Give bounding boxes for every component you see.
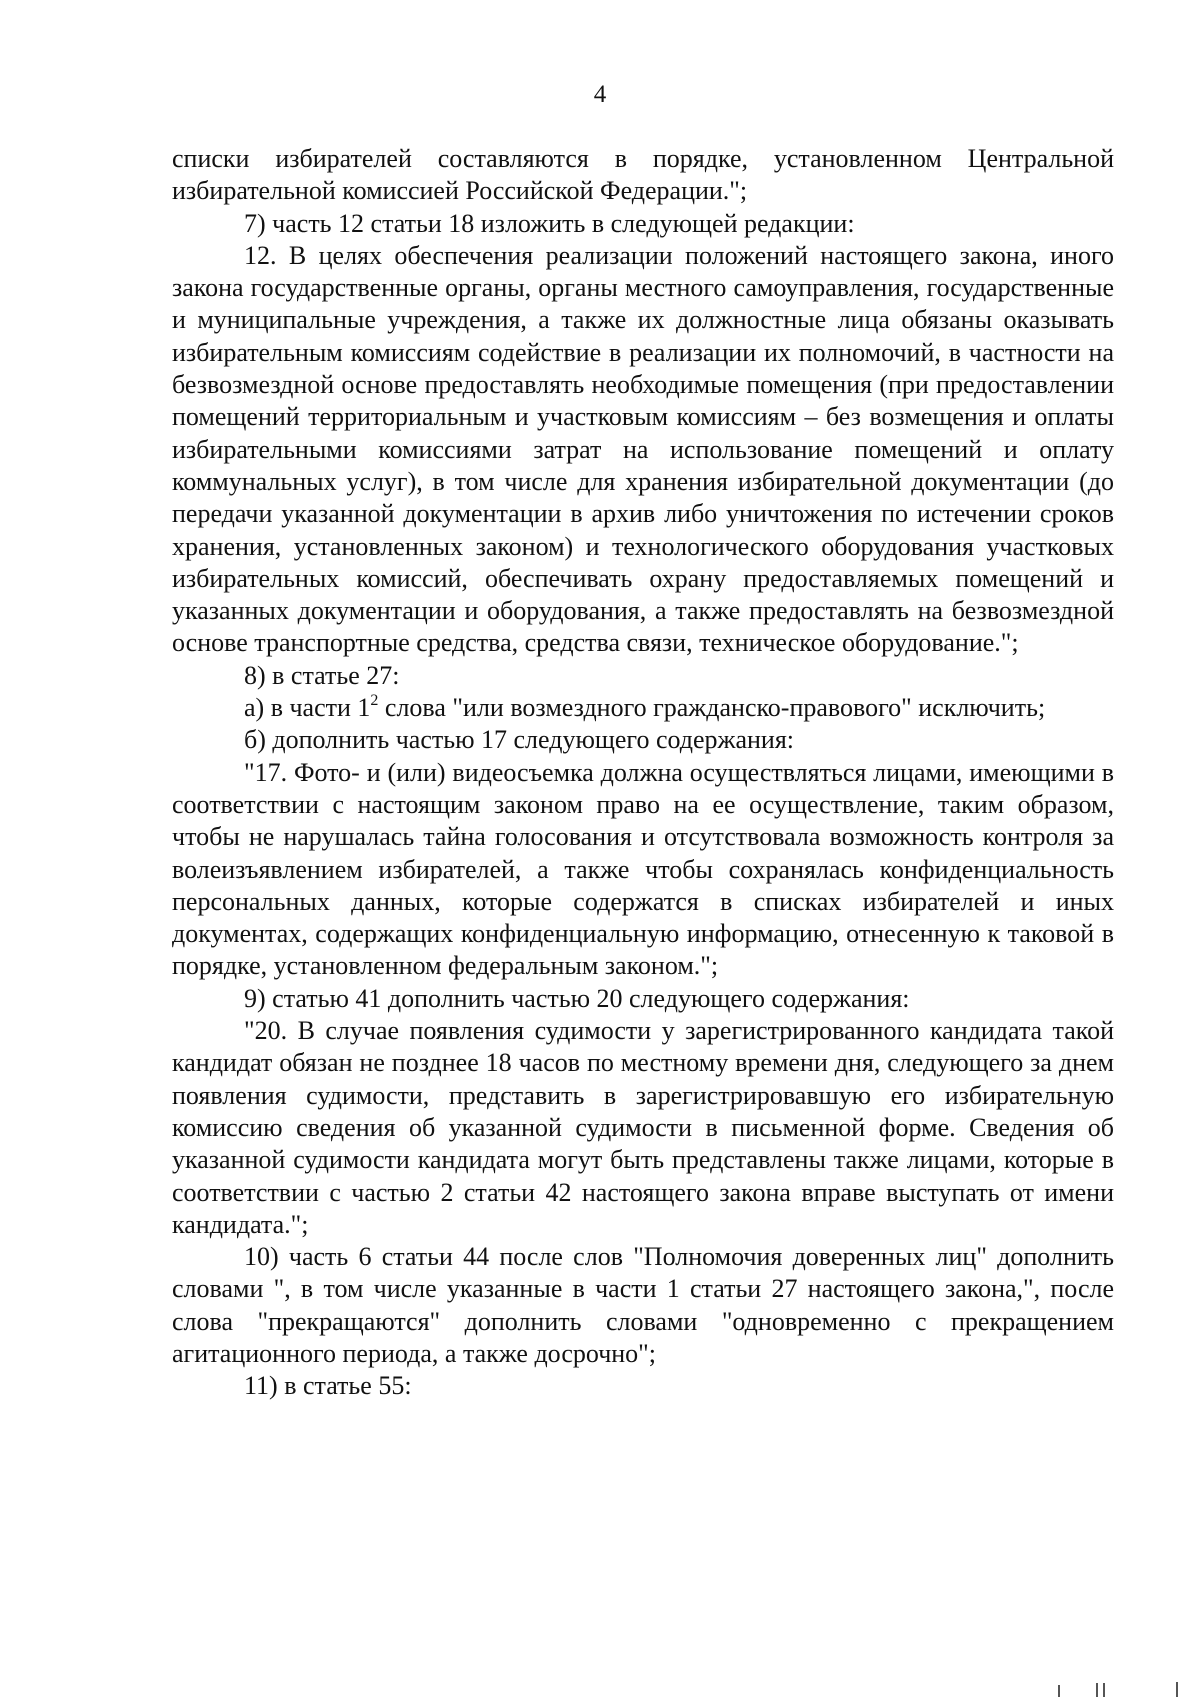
page-number: 4: [593, 81, 607, 108]
paragraph-5-text-before: а) в части 1: [244, 693, 371, 723]
paragraph-5-text-after: слова "или возмездного гражданско-правового" исключить;: [378, 693, 1046, 723]
paragraph-10: 10) часть 6 статьи 44 после слов "Полномочия доверенных лиц" дополнить словами ", в том числе указанные в части 1 статьи 27 настоящего закона,", после слова "прекращаются" дополнить словами "одновременно с прекращением агитационного периода, а также досрочно";: [172, 1242, 1114, 1368]
paragraph-4: 8) в статье 27:: [244, 660, 400, 690]
scan-edge-marks: [1040, 1682, 1180, 1697]
paragraph-1: списки избирателей составляются в порядке, установленном Центральной избирательной комиссией Российской Федерации.";: [172, 144, 1114, 206]
paragraph-7: "17. Фото- и (или) видеосъемка должна осуществляться лицами, имеющими в соответствии с настоящим законом право на ее осуществление, таким образом, чтобы не нарушалась тайна голосования и отсутствовала возможность контроля за волеизъявлением избирателей, а также чтобы сохранялась конфиденциальность персональных данных, которые содержатся в списках избирателей и иных документах, содержащих конфиденциальную информацию, отнесенную к таковой в порядке, установленном федеральным законом.";: [172, 757, 1114, 981]
document-body: [172, 143, 1114, 1403]
superscript: 2: [370, 692, 379, 710]
paragraph-5: [172, 692, 1114, 724]
paragraph-2: 7) часть 12 статьи 18 изложить в следующей редакции:: [244, 208, 855, 238]
paragraph-11: 11) в статье 55:: [244, 1371, 412, 1401]
paragraph-6: б) дополнить частью 17 следующего содержания:: [244, 725, 795, 755]
paragraph-9: "20. В случае появления судимости у зарегистрированного кандидата такой кандидат обязан не позднее 18 часов по местному времени дня, следующего за днем появления судимости, представить в зарегистрировавшую его избирательную комиссию сведения об указанной судимости в письменной форме. Сведения об указанной судимости кандидата могут быть представлены также лицами, которые в соответствии с частью 2 статьи 42 настоящего закона вправе выступать от имени кандидата.";: [172, 1016, 1114, 1239]
paragraph-8: 9) статью 41 дополнить частью 20 следующего содержания:: [244, 983, 910, 1013]
paragraph-3: 12. В целях обеспечения реализации положений настоящего закона, иного закона государственные органы, органы местного самоуправления, государственные и муниципальные учреждения, а также их должностные лица обязаны оказывать избирательным комиссиям содействие в реализации их полномочий, в частности на безвозмездной основе предоставлять необходимые помещения (при предоставлении помещений территориальным и участковым комиссиям – без возмещения и оплаты избирательными комиссиями затрат на использование помещений и оплату коммунальных услуг), в том числе для хранения избирательной документации (до передачи указанной документации в архив либо уничтожения по истечении сроков хранения, установленных законом) и технологического оборудования участковых избирательных комиссий, обеспечивать охрану предоставляемых помещений и указанных документации и оборудования, а также предоставлять на безвозмездной основе транспортные средства, средства связи, техническое оборудование.";: [172, 240, 1114, 658]
